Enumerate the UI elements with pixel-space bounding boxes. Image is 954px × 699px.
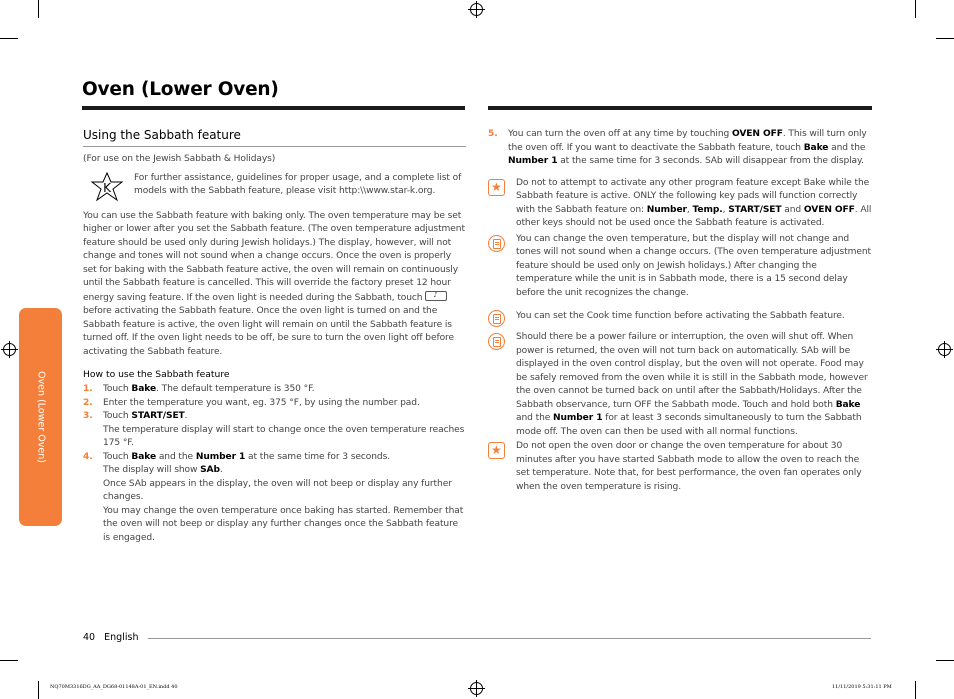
step-detail: The temperature display will start to change once the oven temperature reaches 175 °F. <box>103 424 465 448</box>
note-text: Do not open the oven door or change the oven temperature for about 30 minutes after you have started Sabbath mode to allow the oven to reach the set temperature. Note that, for best performance, the oven fan operates only when the oven temperature is rising. <box>516 441 862 492</box>
step-text: Touch <box>103 411 132 421</box>
info-note <box>488 308 872 327</box>
warning-icon <box>488 442 505 459</box>
step-number: 5. <box>488 129 498 139</box>
intro-part-1: You can use the Sabbath feature with baking only. The oven temperature may be set higher or lower after you set the Sabbath feature. (The oven temperature adjustment feature should be used only during Jewish holidays.) The display, however, will not change and tones will not sound when a change occurs. Once the oven is properly set for baking with the Sabbath feature active, the oven will remain on continuously until the Sabbath feature is cancelled. This will override the factory preset 12 hour energy saving feature. If the oven light is needed during the Sabbath, touch <box>83 210 465 303</box>
print-slug-left: NQ70M3316DG_AA_DG68-01148A-01_EN.indd 40 <box>50 684 178 690</box>
registration-mark-icon <box>470 682 483 695</box>
step-2 <box>83 397 466 411</box>
kosher-note <box>83 172 466 202</box>
info-note <box>488 331 872 439</box>
crop-mark <box>915 681 916 699</box>
k-letter: K <box>103 180 111 195</box>
side-tab <box>19 308 62 526</box>
key-name: Bake <box>803 142 829 153</box>
step-detail: . <box>219 465 223 475</box>
footer-language: English <box>104 632 139 643</box>
key-name: Number 1 <box>508 156 558 166</box>
step-detail: Once SAb appears in the display, the oven will not beep or display any further changes. <box>103 478 452 502</box>
step-3 <box>83 410 466 451</box>
key-name: START/SET <box>131 411 185 421</box>
warning-note <box>488 440 872 494</box>
right-column <box>488 128 872 494</box>
print-slug-right: 11/11/2019 5:31:11 PM <box>832 684 892 690</box>
key-name: Number 1 <box>553 413 603 423</box>
step-text: You can turn the oven off at any time by touching <box>508 129 732 139</box>
note-text: You can set the Cook time function before activating the Sabbath feature. <box>516 311 845 321</box>
registration-mark-icon <box>3 343 16 356</box>
registration-mark-icon <box>470 3 483 16</box>
step-text: . <box>184 411 188 421</box>
note-text: Do not to attempt to activate any other program feature except Bake while the Sabbath feature is active. ONLY the following key pads will function correctly with the Sabbath feature on: <box>516 177 870 215</box>
intro-part-2: before activating the Sabbath feature. Once the oven light is turned on and the Sabbath feature is active, the oven light will remain on until the Sabbath feature is turned off. If the oven light needs to be off, be sure to turn the oven light off before activating the Sabbath feature. <box>83 306 454 357</box>
step-1 <box>83 383 466 397</box>
display-text: SAb <box>200 465 220 475</box>
step-4 <box>83 451 466 546</box>
info-note <box>488 233 872 301</box>
step-text: Enter the temperature you want, eg. 375 °F, by using the number pad. <box>103 397 420 408</box>
section-title: Using the Sabbath feature <box>83 128 466 147</box>
key-name: Bake <box>131 451 157 462</box>
step-text: at the same time for 3 seconds. <box>245 451 391 462</box>
crop-mark <box>0 38 18 39</box>
footer-rule <box>148 638 871 639</box>
note-text: and the <box>516 413 554 423</box>
step-text: Touch <box>103 384 132 394</box>
page-title: Oven (Lower Oven) <box>82 79 279 100</box>
key-name: Bake <box>835 399 861 410</box>
key-name: START/SET <box>728 204 782 215</box>
step-text: . This will turn only the oven off. If you want to deactivate the Sabbath feature, touch <box>508 129 867 153</box>
star-k-icon <box>90 172 126 202</box>
step-text: at the same time for 3 seconds. SAb will disappear from the display. <box>557 156 864 166</box>
note-text: Should there be a power failure or interruption, the oven will shut off. When power is returned, the oven will not turn back on automatically. SAb will be displayed in the oven control display, but the oven will not operate. Food may be safely removed from the oven while it is still in the Sabbath mode, however the oven cannot be turned back on until after the Sabbath/Holidays. After the Sabbath observance, turn OFF the Sabbath mode. Touch and hold both <box>516 332 868 410</box>
step-number: 2. <box>83 397 93 408</box>
crop-mark <box>38 0 39 18</box>
step-detail: The display will show <box>103 465 201 475</box>
step-number: 1. <box>83 384 93 394</box>
left-column <box>83 128 466 545</box>
warning-note <box>488 177 872 231</box>
step-detail: You may change the oven temperature once baking has started. Remember that the oven will not beep or display any further changes once the Sabbath feature is engaged. <box>103 505 464 543</box>
crop-mark <box>0 660 18 661</box>
note-text: . All other keys should not be used once the Sabbath feature is activated. <box>516 204 872 228</box>
step-text: and the <box>828 142 866 153</box>
key-name: Number 1 <box>195 451 246 462</box>
note-text: and <box>781 204 804 215</box>
page-number: 40 <box>83 632 96 643</box>
crop-mark <box>38 681 39 699</box>
oven-light-key-icon <box>425 291 447 301</box>
step-number: 4. <box>83 451 93 462</box>
note-text: You can change the oven temperature, but the display will not change and tones will not sound when a change occurs. (The oven temperature adjustment feature should be used only on Jewish holidays.) After changing the temperature while the unit is in Sabbath mode, there is a 15 second delay before the unit recognizes the change. <box>516 233 871 298</box>
kosher-note-text: For further assistance, guidelines for proper usage, and a complete list of models with the Sabbath feature, please visit http:\\www.star-k.org. <box>134 172 462 196</box>
step-text: and the <box>156 451 196 462</box>
step-text: . The default temperature is 350 °F. <box>156 384 315 394</box>
how-to-title: How to use the Sabbath feature <box>83 369 230 380</box>
info-icon <box>488 310 505 327</box>
note-text: , <box>686 204 693 215</box>
page-footer <box>83 632 138 643</box>
title-rule-left <box>82 106 465 110</box>
crop-mark <box>915 0 916 18</box>
crop-mark <box>936 38 954 39</box>
info-icon <box>488 333 505 350</box>
key-name: OVEN OFF <box>731 129 783 139</box>
crop-mark <box>936 660 954 661</box>
intro-paragraph <box>83 210 466 360</box>
title-rule-right <box>488 106 872 110</box>
registration-mark-icon <box>938 343 951 356</box>
note-text: for at least 3 seconds simultaneously to turn the Sabbath mode off. The oven can then be used with all normal functions. <box>516 413 862 437</box>
subtitle: (For use on the Jewish Sabbath & Holidays) <box>83 154 276 164</box>
key-name: OVEN OFF <box>803 204 855 215</box>
step-number: 3. <box>83 411 93 421</box>
info-icon <box>488 235 505 252</box>
note-text: , <box>722 204 729 215</box>
key-name: Temp. <box>692 204 723 215</box>
key-name: Number <box>646 204 687 215</box>
key-name: Bake <box>131 384 157 394</box>
step-text: Touch <box>103 451 132 462</box>
step-5 <box>488 128 872 169</box>
warning-icon <box>488 179 505 196</box>
side-tab-label: Oven (Lower Oven) <box>35 371 46 463</box>
